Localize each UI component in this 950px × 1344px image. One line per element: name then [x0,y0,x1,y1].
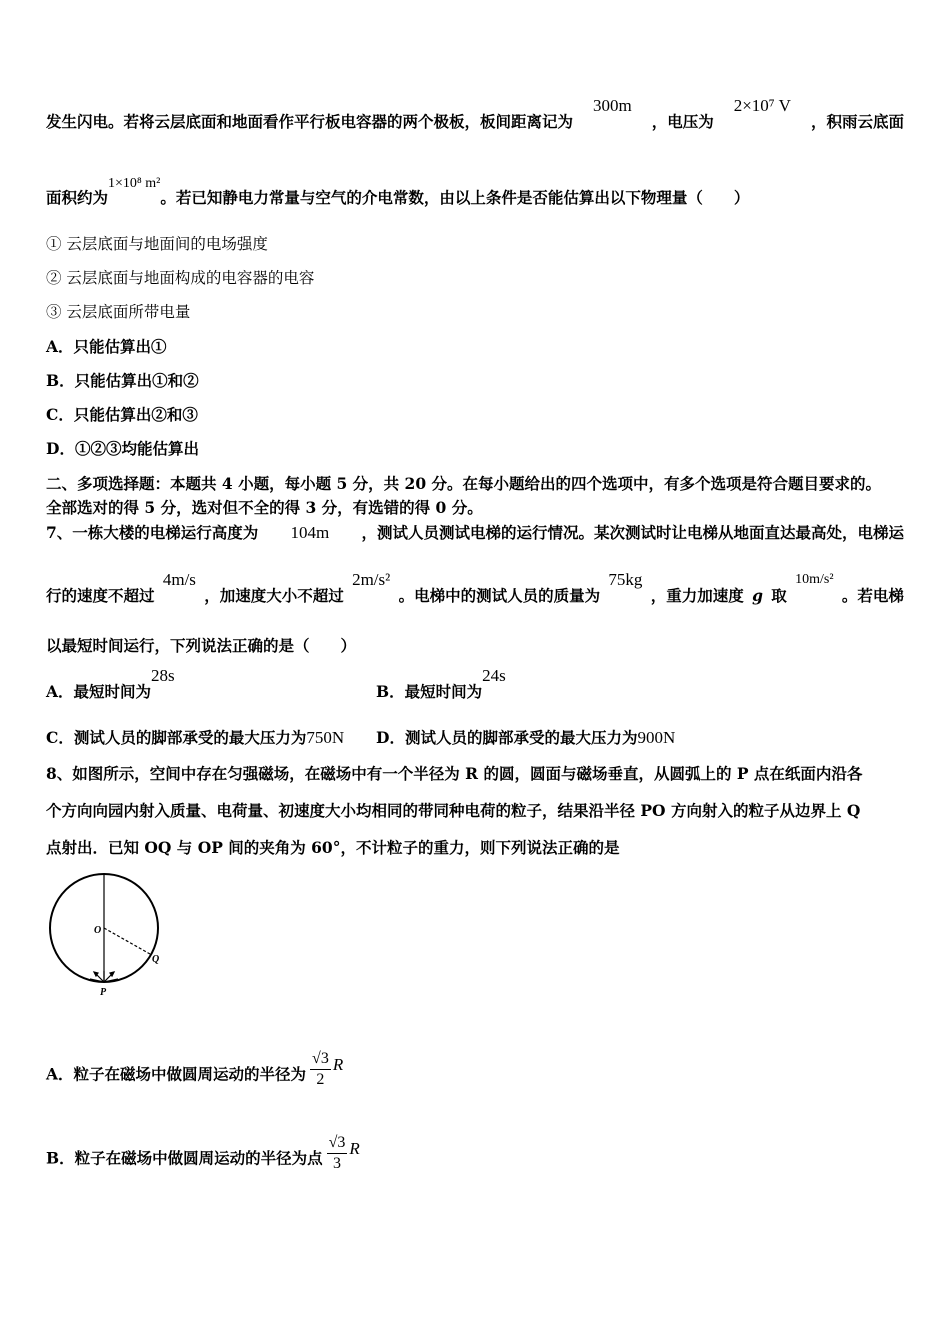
q8-line-1: 8、如图所示，空间中存在匀强磁场，在磁场中有一个半径为 R 的圆，圆面与磁场垂直，从圆弧上的 P 点在纸面内沿各 [46,764,863,783]
q6-item-1: ① 云层底面与地面间的电场强度 [46,235,268,253]
q6-item-2: ② 云层底面与地面构成的电容器的电容 [46,269,315,287]
q7-option-d: D．测试人员的脚部承受的最大压力为900N [376,728,676,747]
q7-option-b: B．最短时间为24s [376,666,506,701]
q6-option-c: C．只能估算出②和③ [46,405,198,424]
q6-option-a: A．只能估算出① [46,337,167,356]
q7-option-a: A．最短时间为28s [46,666,175,701]
q8-option-a: A．粒子在磁场中做圆周运动的半径为 $\frac{√3}{2}$ R [46,1050,344,1088]
q6-option-b: B．只能估算出①和② [46,371,199,390]
q6-line-1: 发生闪电。若将云层底面和地面看作平行板电容器的两个极板，板间距离记为 300m ，电压为 2×10⁷ V ，积雨云底面 [46,96,904,131]
label-o: O [94,925,102,936]
q6-line-2: 面积约为1×10⁸ m²。若已知静电力常量与空气的介电常数，由以上条件是否能估算出以下物理量（ ） [46,176,750,207]
q8-option-b: B．粒子在磁场中做圆周运动的半径为点 $\frac{√3}{3}$ R [46,1134,360,1172]
particle-arrows [90,971,118,982]
q8-line-2: 个方向向园内射入质量、电荷量、初速度大小均相同的带同种电荷的粒子，结果沿半径 PO 方向射入的粒子从边界上 Q [46,801,861,820]
q7-line-3: 以最短时间运行，下列说法正确的是（ ） [46,636,357,655]
fraction-b: $\frac{√3}{3}$ [328,1134,346,1172]
section2-heading-line-1: 二、多项选择题：本题共 4 小题，每小题 5 分，共 20 分。在每小题给出的四个选项中，有多个选项是符合题目要求的。 [46,474,882,493]
q7-line-2: 行的速度不超过 4m/s ，加速度大小不超过 2m/s² 。电梯中的测试人员的质量为 75kg ，重力加速度 g 取 10m/s² 。若电梯 [46,570,904,605]
q7-option-c: C．测试人员的脚部承受的最大压力为750N [46,728,345,747]
section2-heading-line-2: 全部选对的得 5 分，选对但不全的得 3 分，有选错的得 0 分。 [46,498,483,517]
circle-field-diagram [44,868,168,998]
q6-option-d: D．①②③均能估算出 [46,439,199,458]
label-q: Q [152,954,160,965]
radius-oq [104,928,150,954]
q8-line-3: 点射出．已知 OQ 与 OP 间的夹角为 60°，不计粒子的重力，则下列说法正确的是 [46,838,620,857]
fraction-a: $\frac{√3}{2}$ [312,1050,329,1088]
label-p: P [100,987,107,998]
q7-line-1: 7、一栋大楼的电梯运行高度为 104m ，测试人员测试电梯的运行情况。某次测试时让电梯从地面直达最高处，电梯运 [46,523,904,542]
q6-item-3: ③ 云层底面所带电量 [46,303,191,321]
